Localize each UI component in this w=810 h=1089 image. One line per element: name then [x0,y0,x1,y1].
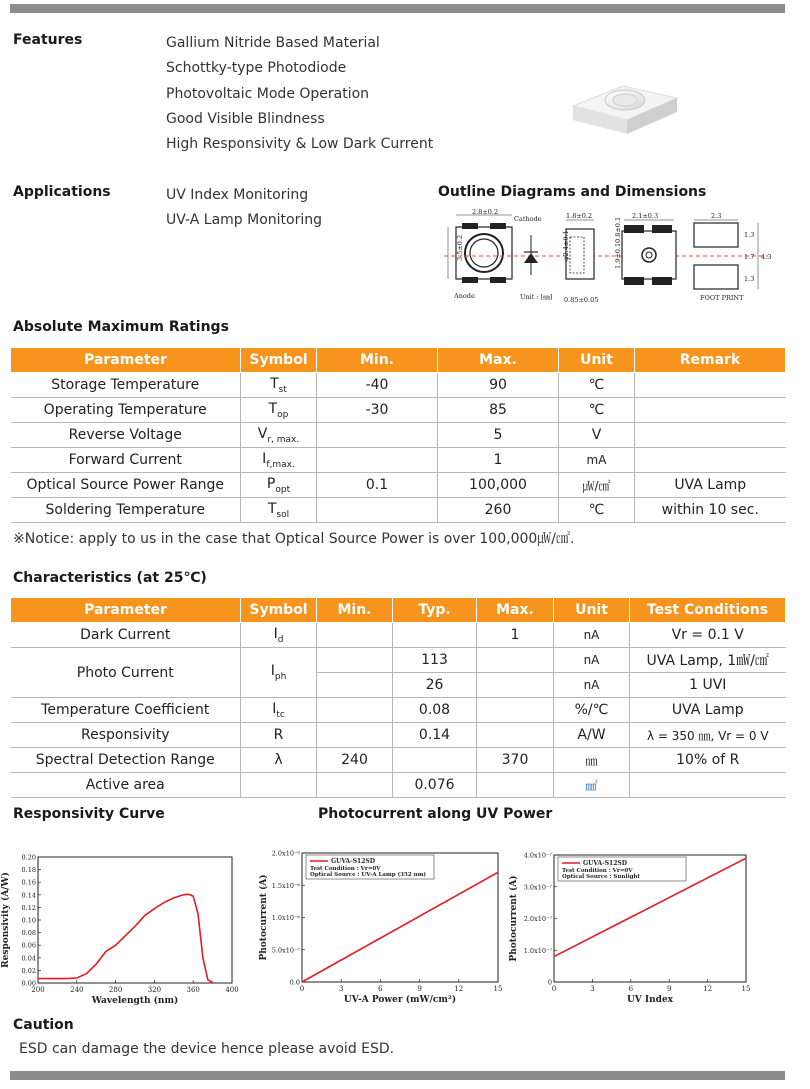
symbol-cell: $T_{sol}$ [241,498,317,523]
col-header: Max. [438,348,559,373]
unit-cell: nA [554,648,630,673]
min-cell: -30 [317,398,438,423]
max-cell [477,673,554,698]
x-tick-label: 15 [493,985,503,993]
cathode-label: Cathode [514,215,542,223]
application-item: UV-A Lamp Monitoring [166,212,322,229]
applications-label: Applications [13,184,111,200]
feature-item: High Responsivity & Low Dark Current [166,136,434,153]
min-cell: -40 [317,373,438,398]
table-row [11,498,786,523]
symbol-cell: λ [241,748,317,773]
table-row [11,698,786,723]
min-cell [317,723,393,748]
param-cell: Operating Temperature [11,398,241,423]
caution-text: ESD can damage the device hence please avoid ESD. [19,1041,395,1057]
unit-label: Unit : [㎜] [520,293,553,301]
y-tick-label: 0.02 [21,966,36,975]
x-axis-label: UV Index [626,995,674,1005]
fp-a: 1.3 [744,231,755,239]
unit-cell: nA [554,623,630,648]
symbol-cell: $I_{tc}$ [241,698,317,723]
fp-width: 2.3 [711,212,722,220]
typ-cell [393,623,477,648]
y-tick-label: 2.0x10⁻⁷ [523,915,552,923]
typ-cell: 0.08 [393,698,477,723]
table-row [11,398,786,423]
param-cell: Storage Temperature [11,373,241,398]
y-tick-label: 1.0x10⁻⁶ [271,914,300,922]
applications-list [166,183,322,234]
x-tick-label: 0 [551,985,557,993]
y-tick-label: 0.20 [21,853,36,862]
cond-cell: UVA Lamp, 1㎽/㎠ [630,648,786,673]
max-cell [477,723,554,748]
col-header: Min. [317,598,393,623]
min-cell [317,698,393,723]
param-cell: Active area [11,773,241,798]
cond-cell: UVA Lamp [630,698,786,723]
dim-w3: 2.1±0.3 [632,212,659,220]
x-tick-label: 12 [703,985,713,993]
max-cell [477,773,554,798]
x-tick-label: 280 [108,986,123,994]
col-header: Parameter [11,348,241,373]
annotation-text: Optical Source : UV-A Lamp (352 nm) [310,872,426,878]
features-label: Features [13,32,83,48]
y-tick-label: 0.0 [289,978,300,987]
plot-frame [38,857,232,983]
remark-cell: UVA Lamp [635,473,786,498]
remark-cell [635,448,786,473]
x-tick-label: 360 [186,986,200,994]
y-tick-label: 4.0x10⁻⁷ [523,851,552,860]
x-tick-label: 240 [70,986,84,994]
abs-max-table [10,347,786,523]
y-tick-label: 0.12 [21,903,36,912]
max-cell: 5 [438,423,559,448]
abs-max-title: Absolute Maximum Ratings [13,319,229,335]
typ-cell [393,748,477,773]
table-row [11,748,786,773]
application-item: UV Index Monitoring [166,187,309,203]
unit-cell: nA [554,673,630,698]
y-axis-label: Photocurrent (A) [259,874,269,961]
dim-t1: 0.85±0.05 [564,296,599,304]
symbol-cell: R [241,723,317,748]
table-header-row [11,598,786,623]
responsivity-curve-title: Responsivity Curve [13,806,165,822]
x-tick-label: 9 [666,985,672,993]
param-cell: Forward Current [11,448,241,473]
symbol-cell: $T_{op}$ [241,398,317,423]
photocurrent-title: Photocurrent along UV Power [318,806,553,822]
y-tick-label: 0 [547,978,552,987]
param-cell: Temperature Coefficient [11,698,241,723]
y-axis-label: Photocurrent (A) [509,875,519,962]
max-cell: 85 [438,398,559,423]
y-tick-label: 2.0x10⁻⁶ [271,849,300,858]
sensor-chip-image [565,68,685,138]
param-cell: Spectral Detection Range [11,748,241,773]
annotation-text: Optical Source : Sunlight [562,874,640,880]
x-tick-label: 320 [147,986,162,994]
unit-cell: %/℃ [554,698,630,723]
typ-cell: 26 [393,673,477,698]
y-tick-label: 0.10 [21,916,36,925]
cond-cell: Vr = 0.1 V [630,623,786,648]
param-cell: Optical Source Power Range [11,473,241,498]
feature-item: Good Visible Blindness [166,110,325,127]
remark-cell [635,423,786,448]
footprint-label: FOOT PRINT [700,294,744,302]
typ-cell: 113 [393,648,477,673]
unit-cell: mA [559,448,635,473]
unit-cell: V [559,423,635,448]
symbol-cell: $I_{ph}$ [241,648,317,698]
y-tick-label: 0.16 [21,878,36,887]
unit-cell: ℃ [559,373,635,398]
caution-label: Caution [13,1017,74,1033]
cond-cell [630,773,786,798]
notice-text: ※Notice: apply to us in the case that Optical Source Power is over 100,000㎼/㎠. [13,531,575,547]
col-header: Symbol [241,348,317,373]
y-tick-label: 0.08 [21,929,36,938]
x-tick-label: 9 [417,985,422,993]
x-tick-label: 3 [590,985,595,993]
x-axis-label: Wavelength (nm) [91,996,179,1006]
typ-cell: 0.14 [393,723,477,748]
max-cell: 90 [438,373,559,398]
min-cell [317,623,393,648]
dim-h1: 3.5±0.2 [456,234,464,261]
param-cell: Responsivity [11,723,241,748]
min-cell [317,673,393,698]
x-tick-label: 6 [628,985,634,993]
dim-w2: 1.8±0.2 [566,212,593,220]
max-cell [477,648,554,673]
unit-cell: ℃ [559,398,635,423]
top-divider [10,4,785,13]
unit-cell: ㎟ [554,773,630,798]
min-cell: 0.1 [317,473,438,498]
table-row [11,648,786,673]
x-axis-label: UV-A Power (mW/cm²) [343,995,457,1005]
col-header: Unit [554,598,630,623]
remark-cell [635,373,786,398]
param-cell: Soldering Temperature [11,498,241,523]
param-cell: Dark Current [11,623,241,648]
y-tick-label: 3.0x10⁻⁷ [523,883,552,892]
x-tick-label: 0 [299,985,305,993]
min-cell [317,773,393,798]
dim-h2: 0.8±0.1 [614,216,622,243]
unit-cell: A/W [554,723,630,748]
fp-b: 1.7 [744,253,755,261]
remark-cell [635,398,786,423]
min-cell: 240 [317,748,393,773]
legend-label: GUVA-S12SD [331,858,375,865]
y-tick-label: 0.18 [21,866,36,875]
col-header: Remark [635,348,786,373]
table-row [11,723,786,748]
x-tick-label: 400 [225,986,239,994]
table-row [11,623,786,648]
feature-item: Photovoltaic Mode Operation [166,85,370,102]
fp-c: 1.3 [744,275,755,283]
col-header: Max. [477,598,554,623]
x-tick-label: 200 [31,986,45,994]
fp-total: 4.3 [761,253,772,261]
anode-label: Anode [454,292,475,300]
characteristics-title: Characteristics (at 25℃) [13,570,207,586]
col-header: Unit [559,348,635,373]
outline-diagram [438,207,778,307]
max-cell: 370 [477,748,554,773]
unit-cell: ℃ [559,498,635,523]
min-cell [317,423,438,448]
dim-h3: 1.9±0.1 [614,242,622,269]
symbol-cell: $I_{f,max.}$ [241,448,317,473]
max-cell: 1 [438,448,559,473]
x-tick-label: 6 [378,985,383,993]
min-cell [317,448,438,473]
typ-cell: 0.076 [393,773,477,798]
param-cell: Photo Current [11,648,241,698]
min-cell [317,498,438,523]
symbol-cell: $T_{st}$ [241,373,317,398]
table-row [11,773,786,798]
photocurrent-uvi-chart [508,845,760,1015]
y-tick-label: 0.00 [21,979,36,988]
dim-d1: φ2.4±0.1 [562,230,570,261]
y-tick-label: 0.04 [21,954,36,963]
table-row [11,373,786,398]
table-row [11,423,786,448]
max-cell [477,698,554,723]
col-header: Min. [317,348,438,373]
symbol-cell: $V_{r, max.}$ [241,423,317,448]
bottom-divider [10,1071,785,1080]
annotation-text: Test Condition : Vr=0V [310,866,381,872]
y-tick-label: 0.14 [21,891,36,900]
param-cell: Reverse Voltage [11,423,241,448]
max-cell: 1 [477,623,554,648]
x-tick-label: 15 [741,985,751,993]
unit-cell: ㎚ [554,748,630,773]
photocurrent-uva-chart [258,845,510,1015]
feature-item: Schottky-type Photodiode [166,60,347,77]
symbol-cell: $P_{opt}$ [241,473,317,498]
table-row [11,448,786,473]
x-tick-label: 12 [454,985,464,993]
max-cell: 100,000 [438,473,559,498]
col-header: Symbol [241,598,317,623]
cond-cell: 1 UVI [630,673,786,698]
col-header: Parameter [11,598,241,623]
responsivity-chart [0,845,245,1015]
table-header-row [11,348,786,373]
y-axis-label: Responsivity (A/W) [1,872,11,968]
dim-w1: 2.8±0.2 [472,208,499,216]
y-tick-label: 0.06 [21,941,36,950]
max-cell: 260 [438,498,559,523]
remark-cell: within 10 sec. [635,498,786,523]
col-header: Typ. [393,598,477,623]
symbol-cell: $I_d$ [241,623,317,648]
x-tick-label: 3 [338,985,344,993]
min-cell [317,648,393,673]
y-tick-label: 5.0x10⁻⁷ [271,946,300,955]
symbol-cell [241,773,317,798]
y-tick-label: 1.5x10⁻⁶ [271,881,300,890]
feature-item: Gallium Nitride Based Material [166,35,380,51]
outline-title: Outline Diagrams and Dimensions [438,184,707,200]
cond-cell: λ = 350 ㎚, Vr = 0 V [630,723,786,748]
table-row [11,473,786,498]
legend-label: GUVA-S12SD [583,860,627,867]
cond-cell: 10% of R [630,748,786,773]
annotation-text: Test Condition : Vr=0V [562,868,633,874]
characteristics-table [10,597,786,798]
features-list [166,31,433,157]
unit-cell: ㎼/㎠ [559,473,635,498]
y-tick-label: 1.0x10⁻⁷ [523,946,552,955]
col-header: Test Conditions [630,598,786,623]
